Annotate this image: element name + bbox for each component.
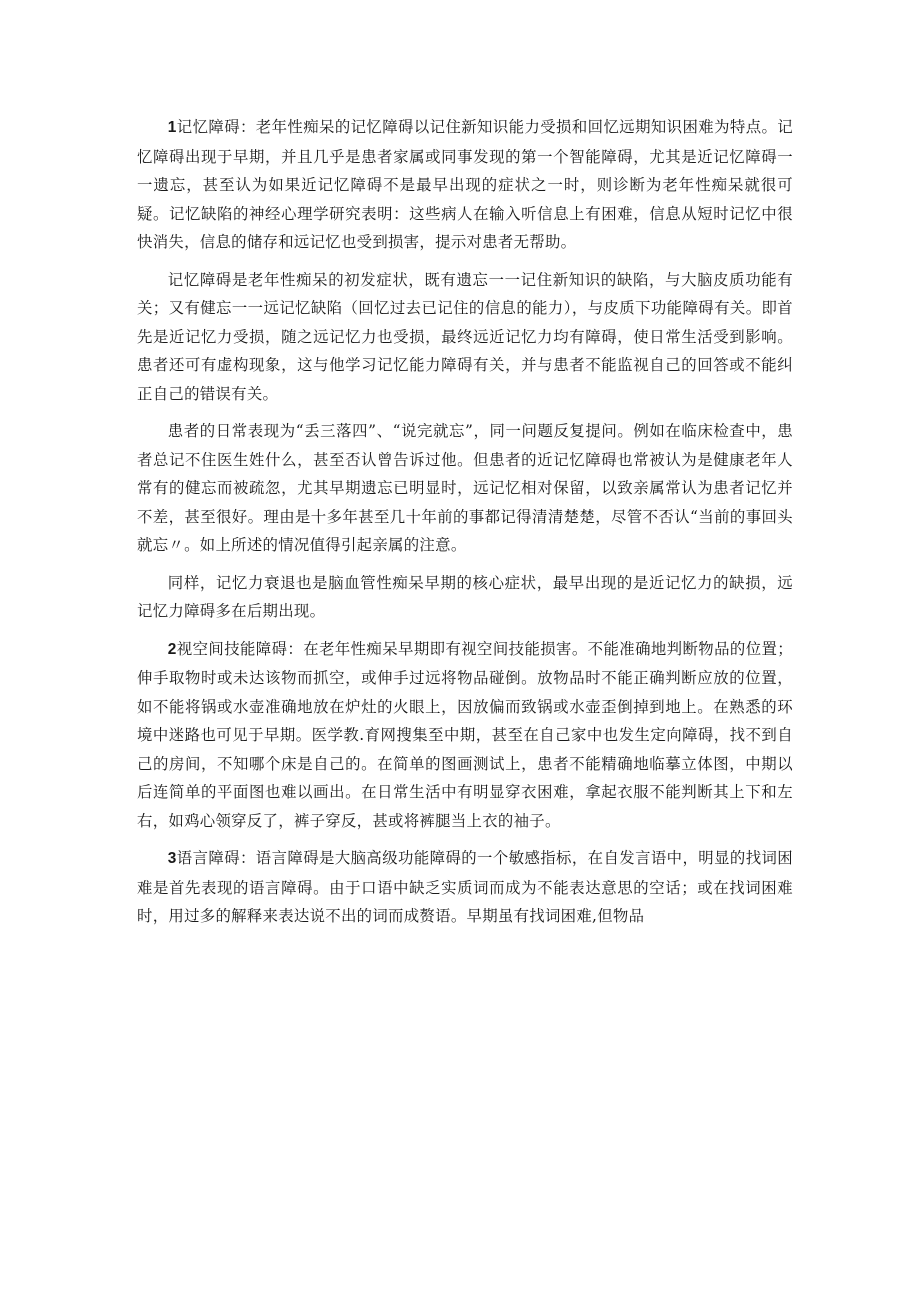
paragraph-text: 语言障碍：语言障碍是大脑高级功能障碍的一个敏感指标，在自发言语中，明显的找词困难是首先表现的语言障碍。由于口语中缺乏实质词而成为不能表达意思的空话；或在找词困难时，用过多的解释来表达说不出的词而成赘语。早期虽有找词困难,但物品 <box>137 849 793 925</box>
paragraph-visuospatial-disorder <box>137 635 793 836</box>
paragraph-text: 同样，记忆力衰退也是脑血管性痴呆早期的核心症状，最早出现的是近记忆力的缺损，远记忆力障碍多在后期出现。 <box>137 573 793 620</box>
section-number: 2 <box>167 640 177 658</box>
paragraph-vascular-dementia <box>137 569 793 626</box>
paragraph-text: 患者的日常表现为“丢三落四”、“说完就忘”，同一问题反复提问。例如在临床检查中，患者总记不住医生姓什么，甚至否认曾告诉过他。但患者的近记忆障碍也常被认为是健康老年人常有的健忘而被疏忽，尤其早期遗忘已明显时，远记忆相对保留，以致亲属常认为患者记忆并不差，甚至很好。理由是十多年甚至几十年前的事都记得清清楚楚，尽管不否认“当前的事回头就忘〃。如上所述的情况值得引起亲属的注意。 <box>137 422 793 554</box>
paragraph-text: 记忆障碍是老年性痴呆的初发症状，既有遗忘一一记住新知识的缺陷，与大脑皮质功能有关；又有健忘一一远记忆缺陷（回忆过去已记住的信息的能力），与皮质下功能障碍有关。即首先是近记忆力受损，随之远记忆力也受损，最终远近记忆力均有障碍，使日常生活受到影响。患者还可有虚构现象，这与他学习记忆能力障碍有关，并与患者不能监视自己的回答或不能纠正自己的错误有关。 <box>137 270 793 403</box>
paragraph-daily-performance <box>137 417 793 560</box>
paragraph-text: 视空间技能障碍：在老年性痴呆早期即有视空间技能损害。不能准确地判断物品的位置；伸手取物时或未达该物而抓空，或伸手过远将物品碰倒。放物品时不能正确判断应放的位置，如不能将锅或水壶准确地放在炉灶的火眼上，因放偏而致锅或水壶歪倒掉到地上。在熟悉的环境中迷路也可见于早期。医学教.育网搜集至中期，甚至在自己家中也发生定向障碍，找不到自己的房间，不知哪个床是自己的。在简单的图画测试上，患者不能精确地临摹立体图，中期以后连简单的平面图也难以画出。在日常生活中有明显穿衣困难，拿起衣服不能判断其上下和左右，如鸡心领穿反了，裤子穿反，甚或将裤腿当上衣的袖子。 <box>137 639 793 830</box>
paragraph-memory-initial-symptom <box>137 266 793 409</box>
section-number: 3 <box>167 850 177 867</box>
section-number: 1 <box>167 119 177 136</box>
paragraph-language-disorder <box>137 844 793 931</box>
paragraph-text: 记忆障碍：老年性痴呆的记忆障碍以记住新知识能力受损和回忆远期知识困难为特点。记忆障碍出现于早期，并且几乎是患者家属或同事发现的第一个智能障碍，尤其是近记忆障碍一一遗忘，甚至认为如果近记忆障碍不是最早出现的症状之一时，则诊断为老年性痴呆就很可疑。记忆缺陷的神经心理学研究表明：这些病人在输入听信息上有困难，信息从短时记忆中很快消失，信息的储存和远记忆也受到损害，提示对患者无帮助。 <box>137 118 793 251</box>
document-body <box>137 113 793 940</box>
paragraph-memory-disorder <box>137 113 793 257</box>
